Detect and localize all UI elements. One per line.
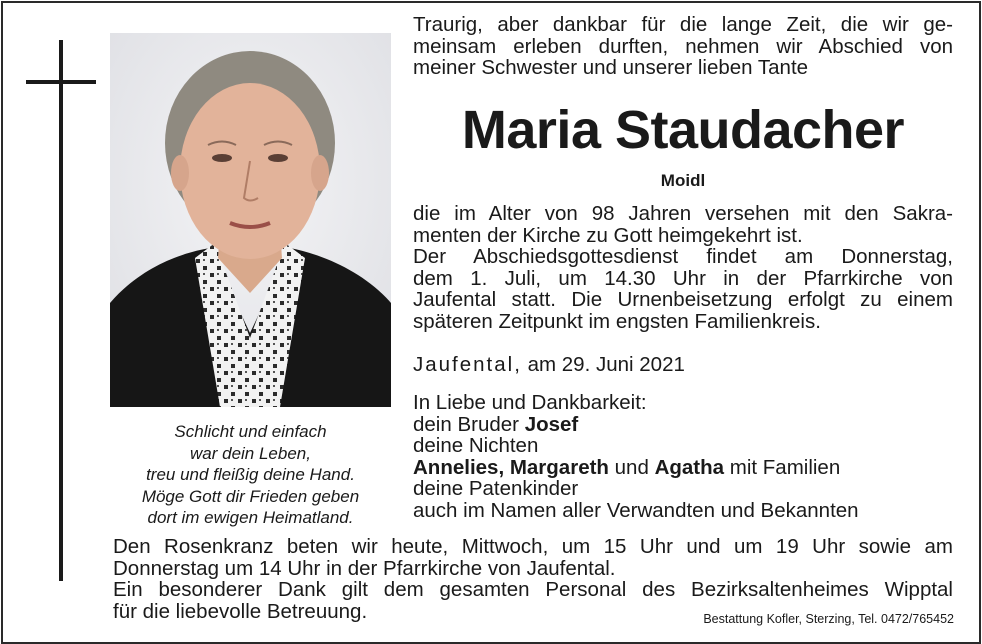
announcement-line: menten der Kirche zu Gott heimgekehrt ist. — [413, 223, 803, 247]
bottom-line: für die liebevolle Betreuung. — [113, 599, 368, 623]
announcement-line: späteren Zeitpunkt im engsten Familienkreis. — [413, 309, 821, 333]
portrait-photo — [110, 33, 391, 407]
mourner-godchildren: deine Patenkinder — [413, 477, 579, 500]
place-date — [413, 354, 685, 376]
mourner-label: dein Bruder — [413, 412, 525, 436]
mourners-list — [413, 392, 953, 521]
bottom-line: Ein besonderer Dank gilt dem gesamten Personal des Bezirksaltenheimes Wipptal — [113, 578, 953, 601]
mourner-label: und — [608, 455, 655, 479]
intro-text — [413, 14, 953, 79]
cross-icon — [59, 40, 63, 581]
place: Jaufental, — [413, 353, 522, 376]
intro-line: meinsam erleben durften, nehmen wir Abschied von — [413, 34, 953, 58]
intro-line: Traurig, aber dankbar für die lange Zeit, die wir ge- — [413, 13, 953, 36]
rosary-and-thanks — [113, 536, 953, 622]
mourner-relatives: auch im Namen aller Verwandten und Bekannten — [413, 498, 859, 522]
funeral-home: Bestattung Kofler, Sterzing, Tel. 0472/765452 — [703, 612, 954, 626]
memorial-poem — [110, 421, 391, 529]
mourner-brother — [413, 414, 953, 436]
bottom-line: Den Rosenkranz beten wir heute, Mittwoch, um 15 Uhr und um 19 Uhr sowie am — [113, 535, 953, 558]
announcement-line: dem 1. Juli, um 14.30 Uhr in der Pfarrkirche von — [413, 266, 953, 290]
announcement-line: Jaufental statt. Die Urnenbeisetzung erfolgt zu einem — [413, 288, 953, 311]
poem-line: treu und fleißig deine Hand. — [146, 465, 355, 484]
announcement-text — [413, 203, 953, 332]
mourner-name: Annelies, Margareth — [413, 455, 609, 479]
deceased-name: Maria Staudacher — [461, 100, 905, 160]
mourner-label: mit Familien — [724, 455, 841, 479]
mourner-nieces-label: deine Nichten — [413, 434, 539, 457]
announcement-line: Der Abschiedsgottesdienst findet am Donnerstag, — [413, 245, 953, 268]
nickname: Moidl — [660, 171, 706, 190]
cross-bar — [26, 80, 96, 84]
mourner-name: Agatha — [654, 455, 725, 479]
poem-line: war dein Leben, — [190, 443, 311, 463]
poem-line: dort im ewigen Heimatland. — [147, 508, 354, 527]
poem-line: Schlicht und einfach — [174, 422, 327, 441]
mourner-nieces — [413, 457, 953, 479]
announcement-line: die im Alter von 98 Jahren versehen mit den Sakra- — [413, 202, 953, 225]
date: am 29. Juni 2021 — [527, 353, 685, 376]
intro-line: meiner Schwester und unserer lieben Tante — [413, 56, 809, 79]
bottom-line: Donnerstag um 14 Uhr in der Pfarrkirche von Jaufental. — [113, 556, 616, 580]
mourners-heading: In Liebe und Dankbarkeit: — [413, 391, 647, 414]
mourner-name: Josef — [524, 412, 579, 436]
poem-line: Möge Gott dir Frieden geben — [141, 486, 360, 506]
